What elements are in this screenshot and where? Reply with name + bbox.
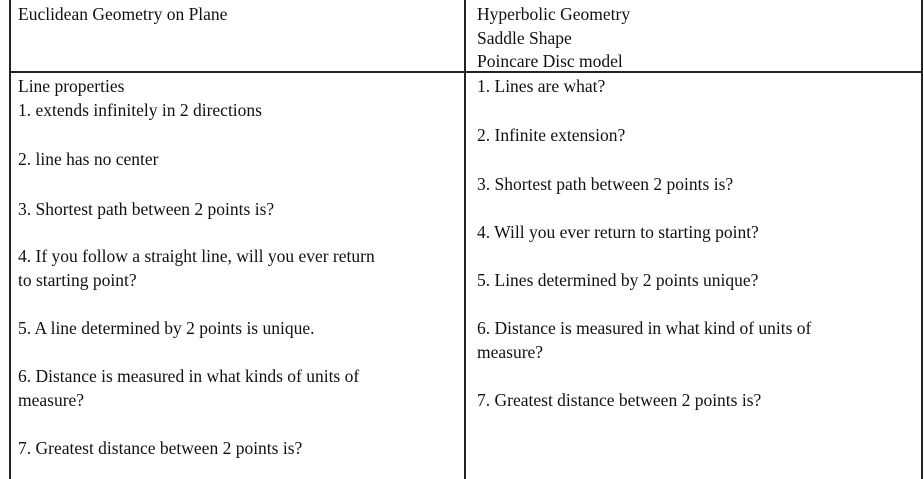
hyperbolic-item-4: 4. Will you ever return to starting point? <box>477 222 759 242</box>
euclidean-item-1: 1. extends infinitely in 2 directions <box>18 100 262 120</box>
euclidean-item-7: 7. Greatest distance between 2 points is? <box>18 438 303 458</box>
hyperbolic-item-2: 2. Infinite extension? <box>477 125 626 145</box>
hyperbolic-item-3: 3. Shortest path between 2 points is? <box>477 174 734 194</box>
euclidean-item-5: 5. A line determined by 2 points is unique. <box>18 318 315 338</box>
euclidean-title: Euclidean Geometry on Plane <box>18 4 228 24</box>
comparison-table <box>9 0 923 479</box>
euclidean-item-6: 6. Distance is measured in what kinds of units of <box>18 366 360 386</box>
header-right-cell <box>466 0 921 71</box>
hyperbolic-title: Hyperbolic Geometry <box>477 4 631 24</box>
hyperbolic-item-6: 6. Distance is measured in what kind of units of <box>477 318 812 338</box>
line-properties-heading: Line properties <box>18 76 125 96</box>
header-left-cell <box>9 0 464 71</box>
euclidean-item-4: 4. If you follow a straight line, will you ever return <box>18 246 375 266</box>
euclidean-item-3: 3. Shortest path between 2 points is? <box>18 199 275 219</box>
poincare-disc-label: Poincare Disc model <box>477 51 623 71</box>
hyperbolic-item-1: 1. Lines are what? <box>477 76 606 96</box>
euclidean-item-4-cont: to starting point? <box>18 270 137 290</box>
euclidean-item-6-cont: measure? <box>18 390 85 410</box>
euclidean-item-2: 2. line has no center <box>18 149 159 169</box>
hyperbolic-item-5: 5. Lines determined by 2 points unique? <box>477 270 759 290</box>
saddle-shape-label: Saddle Shape <box>477 28 572 48</box>
euclidean-properties-cell <box>9 73 464 479</box>
hyperbolic-item-6-cont: measure? <box>477 342 544 362</box>
hyperbolic-item-7: 7. Greatest distance between 2 points is? <box>477 390 762 410</box>
hyperbolic-properties-cell <box>466 73 921 479</box>
